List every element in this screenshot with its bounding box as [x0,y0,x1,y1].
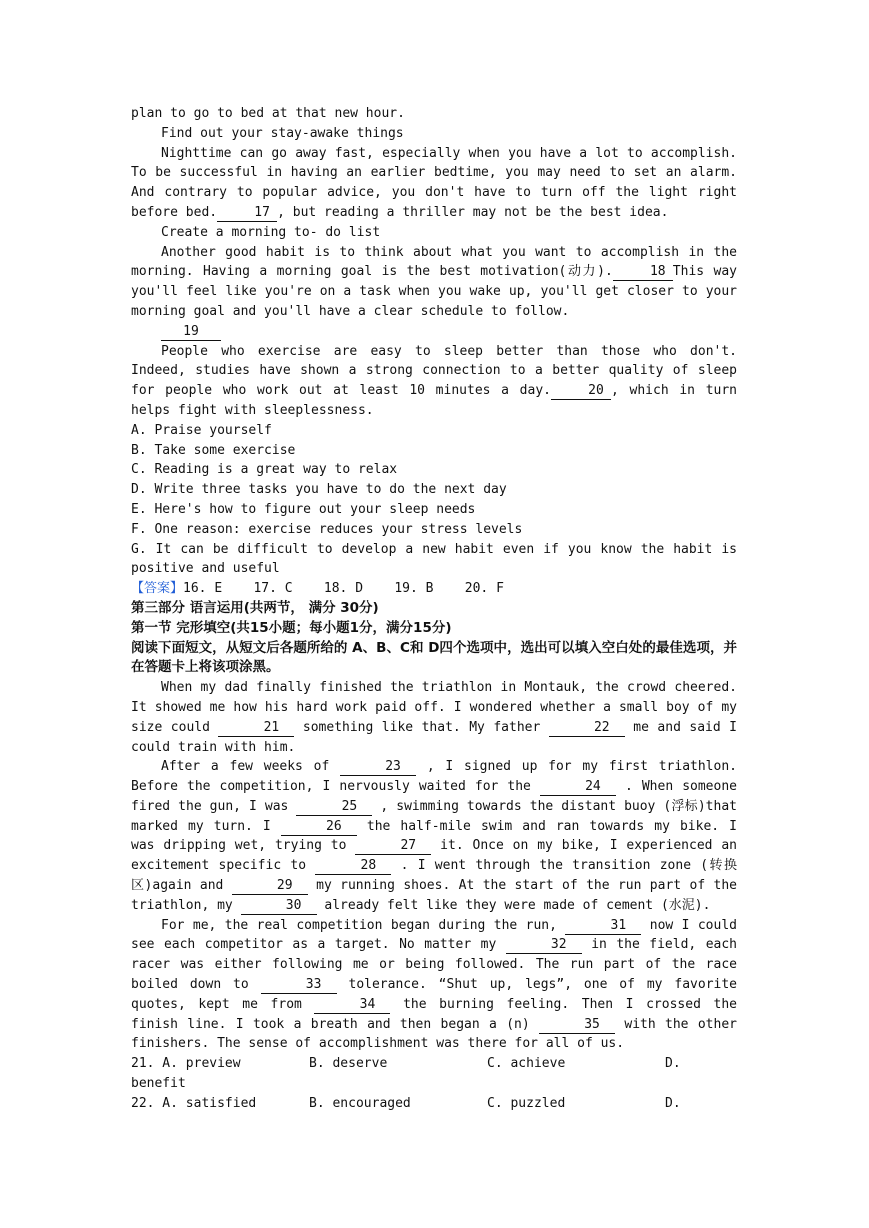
part-three-title: 第三部分 语言运用(共两节， 满分 30分) [131,599,379,616]
option-d: D. Write three tasks you have to do the next day [131,482,507,498]
blank-29: 29 [232,878,308,895]
blank-26: 26 [281,819,357,836]
option-g: G. It can be difficult to develop a new habit even if you know the habit is positive and useful [131,541,737,577]
q21-option-d: D. [665,1056,681,1072]
answer-line [131,579,737,599]
paragraph-morning: Another good habit is to think about what you want to accomplish in the morning. Having a morning goal is the best motivation(动力). 18 This way you'll feel like you're on a task when you wake up, you'll get closer to your morning goal and you'll have a clear schedule to follow. [131,244,737,319]
option-f: F. One reason: exercise reduces your stress levels [131,521,523,537]
option-a: A. Praise yourself [131,422,272,438]
blank-18: 18 [613,264,673,281]
cloze-paragraph-3: For me, the real competition began during the run, 31 now I could see each competitor as a target. No matter my 32 in the field, each racer was either following me or being followed. The run part of the race boiled down to 33 tolerance. “Shut up, legs”, one of my favorite quotes, kept me from 34 the burning feeling. Then I crossed the finish line. I took a breath and then began a (n) 35 with the other finishers. The sense of accomplishment was there for all of us. [131,917,737,1052]
paragraph-nighttime: Nighttime can go away fast, especially when you have a lot to accomplish. To be successful in having an earlier bedtime, you may need to set an alarm. And contrary to popular advice, you don't have to turn off the light right before bed. 17 , but reading a thriller may not be the best idea. [131,145,737,220]
blank-30: 30 [241,898,317,915]
blank-28: 28 [315,858,391,875]
cloze-paragraph-1: When my dad finally finished the triathlon in Montauk, the crowd cheered. It showed me how his hard work paid off. I wondered whether a small boy of my size could 21 something like that. My father 22 me and said I could train with him. [131,680,737,755]
blank-25: 25 [296,799,372,816]
option-b: B. Take some exercise [131,442,296,458]
q22-option-a: 22. A. satisfied [131,1095,257,1111]
blank-21: 21 [218,720,294,737]
answer-label: 【答案】 [131,581,184,597]
q21-option-a: 21. A. preview [131,1056,241,1072]
blank-23: 23 [340,759,416,776]
question-22-options [131,1094,737,1114]
blank-33: 33 [261,977,337,994]
answer-text: 16. E 17. C 18. D 19. B 20. F [183,581,504,597]
blank-19: 19 [161,324,221,341]
q22-option-c: C. puzzled [487,1095,566,1111]
blank-31: 31 [565,918,641,935]
blank-32: 32 [506,937,582,954]
blank-17: 17 [217,205,277,222]
document-page [131,104,737,1114]
option-c: C. Reading is a great way to relax [131,462,398,478]
blank-22: 22 [549,720,625,737]
q21-option-c: C. achieve [487,1056,566,1072]
text-line: plan to go to bed at that new hour. [131,106,405,121]
blank-35: 35 [539,1017,615,1034]
section-heading-stay-awake: Find out your stay-awake things [161,125,404,141]
question-21-options [131,1054,737,1074]
section-heading-19 [131,322,737,342]
option-e: E. Here's how to figure out your sleep needs [131,501,476,517]
blank-34: 34 [314,997,390,1014]
instructions: 阅读下面短文，从短文后各题所给的 A、B、C和 D四个选项中，选出可以填入空白处的最佳选项，并在答题卡上将该项涂黑。 [131,639,737,676]
q22-option-b: B. encouraged [309,1095,411,1111]
paragraph-exercise: People who exercise are easy to sleep better than those who don't. Indeed, studies have shown a strong connection to a better quality of sleep for people who work out at least 10 minutes a day. 20 , which in turn helps fight with sleeplessness. [131,343,737,418]
q21-option-b: B. deserve [309,1056,388,1072]
section-one-subtitle: 第一节 完形填空(共15小题；每小题1分，满分15分) [131,619,452,636]
blank-24: 24 [540,779,616,796]
cloze-paragraph-2: After a few weeks of 23 , I signed up for my first triathlon. Before the competition, I nervously waited for the 24 . When someone fired the gun, I was 25 , swimming towards the distant buoy (浮标)that marked my turn. I 26 the half-mile swim and ran towards my bike. I was dripping wet, trying to 27 it. Once on my bike, I experienced an excitement specific to 28 . I went through the transition zone (转换区)again and 29 my running shoes. At the start of the run part of the triathlon, my 30 already felt like they were made of cement (水泥). [131,759,738,913]
blank-20: 20 [551,383,611,400]
section-heading-morning-list: Create a morning to- do list [161,224,381,240]
q22-option-d: D. [665,1095,681,1111]
blank-27: 27 [355,838,431,855]
q21-option-d-text: benefit [131,1076,186,1092]
